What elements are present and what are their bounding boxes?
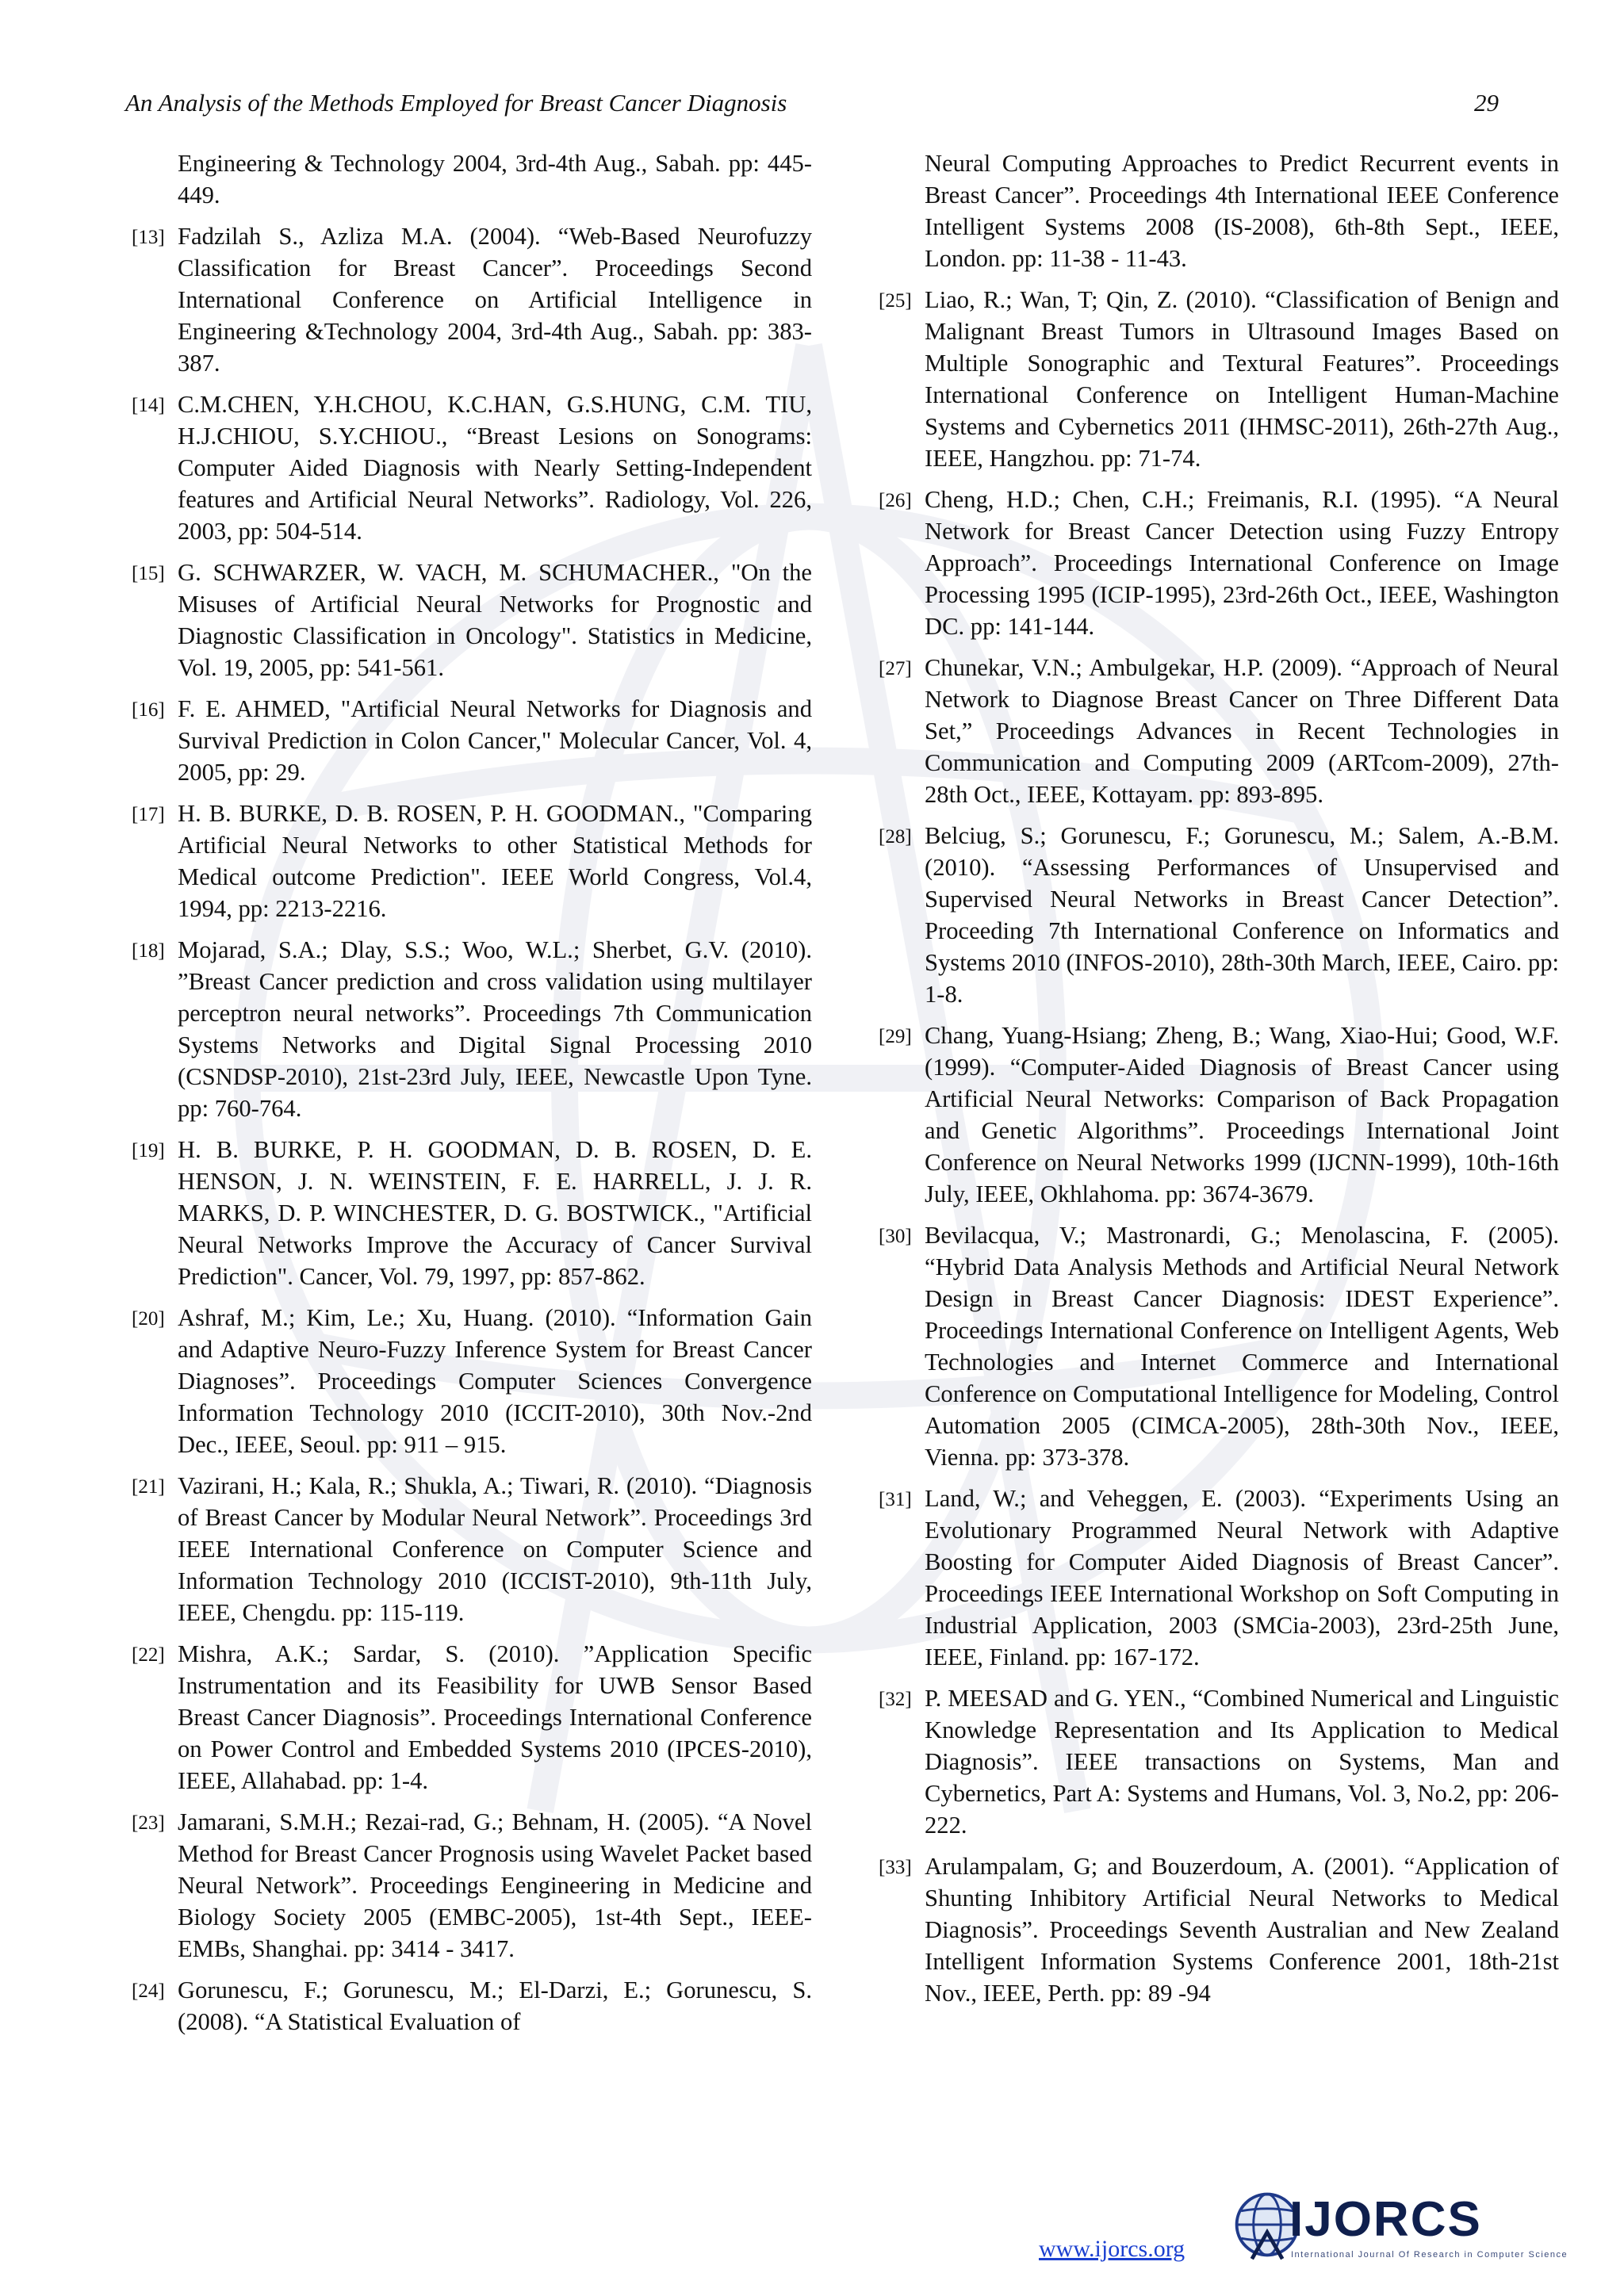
reference-entry (132, 1974, 812, 2038)
reference-text: Bevilacqua, V.; Mastronardi, G.; Menolascina, F. (2005). “Hybrid Data Analysis Methods and Artificial Neural Network Design in Breast Cancer Diagnosis: IDEST Experience”. Proceedings International Conference on Intelligent Agents, Web Technologies and Internet Commerce and International Conference on Computational Intelligence for Modeling, Control Automation 2005 (CIMCA-2005), 28th-30th Nov., IEEE, Vienna. pp: 373-378. (925, 1222, 1559, 1471)
reference-entry (879, 1219, 1559, 1473)
references-left-column (132, 147, 812, 2047)
reference-entry (132, 388, 812, 547)
reference-entry (132, 1638, 812, 1797)
reference-text: Fadzilah S., Azliza M.A. (2004). “Web-Based Neurofuzzy Classification for Breast Cancer”. Proceedings Second International Conference on Artificial Intelligence in Engineering &Technology 2004, 3rd-4th Aug., Sabah. pp: 383-387. (178, 223, 812, 377)
reference-entry (132, 798, 812, 924)
reference-entry (132, 220, 812, 379)
reference-entry (132, 147, 812, 211)
reference-entry (879, 284, 1559, 474)
reference-number (879, 147, 925, 274)
reference-entry (879, 1850, 1559, 2009)
reference-entry (132, 934, 812, 1124)
reference-number: [29] (879, 1026, 912, 1047)
references-right-column (879, 147, 1559, 2019)
running-header (125, 89, 1499, 117)
journal-logo-tagline: International Journal Of Research in Computer Science (1291, 2250, 1568, 2260)
reference-entry (879, 147, 1559, 274)
reference-entry (132, 1806, 812, 1965)
reference-text: Chang, Yuang-Hsiang; Zheng, B.; Wang, Xiao-Hui; Good, W.F. (1999). “Computer-Aided Diagnosis of Breast Cancer using Artificial Neural Networks: Comparison of Back Propagation and Genetic Algorithms”. Proceedings International Joint Conference on Neural Networks 1999 (IJCNN-1999), 10th-16th July, IEEE, Okhlahoma. pp: 3674-3679. (925, 1022, 1559, 1207)
reference-entry (132, 693, 812, 788)
reference-text: Chunekar, V.N.; Ambulgekar, H.P. (2009). “Approach of Neural Network to Diagnose Breast Cancer on Three Different Data Set,” Proceedings Advances in Recent Technologies in Communication and Computing 2009 (ARTcom-2009), 27th-28th Oct., IEEE, Kottayam. pp: 893-895. (925, 654, 1559, 808)
reference-text: P. MEESAD and G. YEN., “Combined Numerical and Linguistic Knowledge Representation and Its Application to Medical Diagnosis”. IEEE transactions on Systems, Man and Cybernetics, Part A: Systems and Humans, Vol. 3, No.2, pp: 206-222. (925, 1685, 1559, 1839)
reference-number: [19] (132, 1140, 165, 1161)
reference-text: H. B. BURKE, D. B. ROSEN, P. H. GOODMAN., "Comparing Artificial Neural Networks to other Statistical Methods for Medical outcome Prediction". IEEE World Congress, Vol.4, 1994, pp: 2213-2216. (178, 800, 812, 922)
reference-text: Arulampalam, G; and Bouzerdoum, A. (2001). “Application of Shunting Inhibitory Artificial Neural Networks to Medical Diagnosis”. Proceedings Seventh Australian and New Zealand Intelligent Information Systems Conference 2001, 18th-21st Nov., IEEE, Perth. pp: 89 -94 (925, 1853, 1559, 2007)
reference-number: [27] (879, 658, 912, 679)
reference-number: [16] (132, 699, 165, 721)
reference-number: [25] (879, 290, 912, 312)
reference-number: [31] (879, 1489, 912, 1510)
reference-number: [14] (132, 395, 165, 416)
running-title: An Analysis of the Methods Employed for Breast Cancer Diagnosis (125, 89, 787, 117)
reference-entry (879, 1020, 1559, 1210)
reference-number: [21] (132, 1476, 165, 1498)
reference-number: [30] (879, 1226, 912, 1247)
reference-text: Mojarad, S.A.; Dlay, S.S.; Woo, W.L.; Sherbet, G.V. (2010). ”Breast Cancer prediction and cross validation using multilayer perceptron neural networks”. Proceedings 7th Communication Systems Networks and Digital Signal Processing 2010 (CSNDSP-2010), 21st-23rd July, IEEE, Newcastle Upon Tyne. pp: 760-764. (178, 936, 812, 1122)
reference-number: [24] (132, 1980, 165, 2002)
reference-text: Land, W.; and Veheggen, E. (2003). “Experiments Using an Evolutionary Programmed Neural Network with Adaptive Boosting for Computer Aided Diagnosis of Breast Cancer”. Proceedings IEEE International Workshop on Soft Computing in Industrial Application, 2003 (SMCia-2003), 23rd-25th June, IEEE, Finland. pp: 167-172. (925, 1485, 1559, 1670)
reference-text: Cheng, H.D.; Chen, C.H.; Freimanis, R.I. (1995). “A Neural Network for Breast Cancer Detection using Fuzzy Entropy Approach”. Proceedings International Conference on Image Processing 1995 (ICIP-1995), 23rd-26th Oct., IEEE, Washington DC. pp: 141-144. (925, 486, 1559, 640)
reference-entry (879, 820, 1559, 1010)
reference-number: [28] (879, 826, 912, 848)
reference-number: [15] (132, 563, 165, 584)
reference-entry (879, 1483, 1559, 1673)
page-footer (1039, 2187, 1568, 2274)
reference-text: Neural Computing Approaches to Predict Recurrent events in Breast Cancer”. Proceedings 4th International IEEE Conference Intelligent Systems 2008 (IS-2008), 6th-8th Sept., IEEE, London. pp: 11-38 - 11-43. (925, 150, 1559, 272)
reference-number (132, 147, 178, 211)
reference-entry (132, 1302, 812, 1460)
reference-text: C.M.CHEN, Y.H.CHOU, K.C.HAN, G.S.HUNG, C.M. TIU, H.J.CHIOU, S.Y.CHIOU., “Breast Lesions on Sonograms: Computer Aided Diagnosis with Nearly Setting-Independent features and Artificial Neural Networks”. Radiology, Vol. 226, 2003, pp: 504-514. (178, 391, 812, 545)
reference-number: [18] (132, 940, 165, 962)
reference-number: [17] (132, 804, 165, 825)
reference-text: Gorunescu, F.; Gorunescu, M.; El-Darzi, E.; Gorunescu, S. (2008). “A Statistical Evaluation of (178, 1976, 812, 2035)
reference-number: [23] (132, 1812, 165, 1834)
reference-entry (132, 557, 812, 683)
reference-number: [33] (879, 1857, 912, 1878)
journal-logo-text: IJORCS (1289, 2192, 1482, 2247)
reference-text: G. SCHWARZER, W. VACH, M. SCHUMACHER., "On the Misuses of Artificial Neural Networks for Prognostic and Diagnostic Classification in Oncology". Statistics in Medicine, Vol. 19, 2005, pp: 541-561. (178, 559, 812, 681)
journal-url-link[interactable]: www.ijorcs.org (1039, 2236, 1185, 2262)
reference-text: Vazirani, H.; Kala, R.; Shukla, A.; Tiwari, R. (2010). “Diagnosis of Breast Cancer by Modular Neural Network”. Proceedings 3rd IEEE International Conference on Computer Science and Information Technology 2010 (ICCIST-2010), 9th-11th July, IEEE, Chengdu. pp: 115-119. (178, 1472, 812, 1626)
reference-text: Mishra, A.K.; Sardar, S. (2010). ”Application Specific Instrumentation and its Feasibility for UWB Sensor Based Breast Cancer Diagnosis”. Proceedings International Conference on Power Control and Embedded Systems 2010 (IPCES-2010), IEEE, Allahabad. pp: 1-4. (178, 1640, 812, 1794)
reference-text: Jamarani, S.M.H.; Rezai-rad, G.; Behnam, H. (2005). “A Novel Method for Breast Cancer Prognosis using Wavelet Packet based Neural Network”. Proceedings Eengineering in Medicine and Biology Society 2005 (EMBC-2005), 1st-4th Sept., IEEE-EMBs, Shanghai. pp: 3414 - 3417. (178, 1808, 812, 1962)
reference-entry (132, 1470, 812, 1628)
reference-text: Ashraf, M.; Kim, Le.; Xu, Huang. (2010). “Information Gain and Adaptive Neuro-Fuzzy Inference System for Breast Cancer Diagnoses”. Proceedings Computer Sciences Convergence Information Technology 2010 (ICCIT-2010), 30th Nov.-2nd Dec., IEEE, Seoul. pp: 911 – 915. (178, 1304, 812, 1458)
reference-text: Engineering & Technology 2004, 3rd-4th Aug., Sabah. pp: 445- 449. (178, 150, 812, 209)
reference-text: H. B. BURKE, P. H. GOODMAN, D. B. ROSEN, D. E. HENSON, J. N. WEINSTEIN, F. E. HARRELL, J. J. R. MARKS, D. P. WINCHESTER, D. G. BOSTWICK., "Artificial Neural Networks Improve the Accuracy of Cancer Survival Prediction". Cancer, Vol. 79, 1997, pp: 857-862. (178, 1136, 812, 1290)
reference-number: [13] (132, 227, 165, 248)
reference-entry (879, 1682, 1559, 1841)
reference-entry (879, 484, 1559, 642)
reference-entry (132, 1134, 812, 1292)
reference-number: [26] (879, 490, 912, 511)
reference-entry (879, 652, 1559, 810)
reference-number: [22] (132, 1644, 165, 1666)
reference-text: Belciug, S.; Gorunescu, F.; Gorunescu, M.; Salem, A.-B.M. (2010). “Assessing Performances of Unsupervised and Supervised Neural Networks in Breast Cancer Detection”. Proceeding 7th International Conference on Informatics and Systems 2010 (INFOS-2010), 28th-30th March, IEEE, Cairo. pp: 1-8. (925, 822, 1559, 1008)
reference-text: F. E. AHMED, "Artificial Neural Networks for Diagnosis and Survival Prediction in Colon Cancer," Molecular Cancer, Vol. 4, 2005, pp: 29. (178, 695, 812, 786)
reference-number: [32] (879, 1689, 912, 1710)
reference-number: [20] (132, 1308, 165, 1330)
reference-text: Liao, R.; Wan, T; Qin, Z. (2010). “Classification of Benign and Malignant Breast Tumors in Ultrasound Images Based on Multiple Sonographic and Textural Features”. Proceedings International Conference on Intelligent Human-Machine Systems and Cybernetics 2011 (IHMSC-2011), 26th-27th Aug., IEEE, Hangzhou. pp: 71-74. (925, 286, 1559, 472)
page-number: 29 (1474, 89, 1499, 117)
